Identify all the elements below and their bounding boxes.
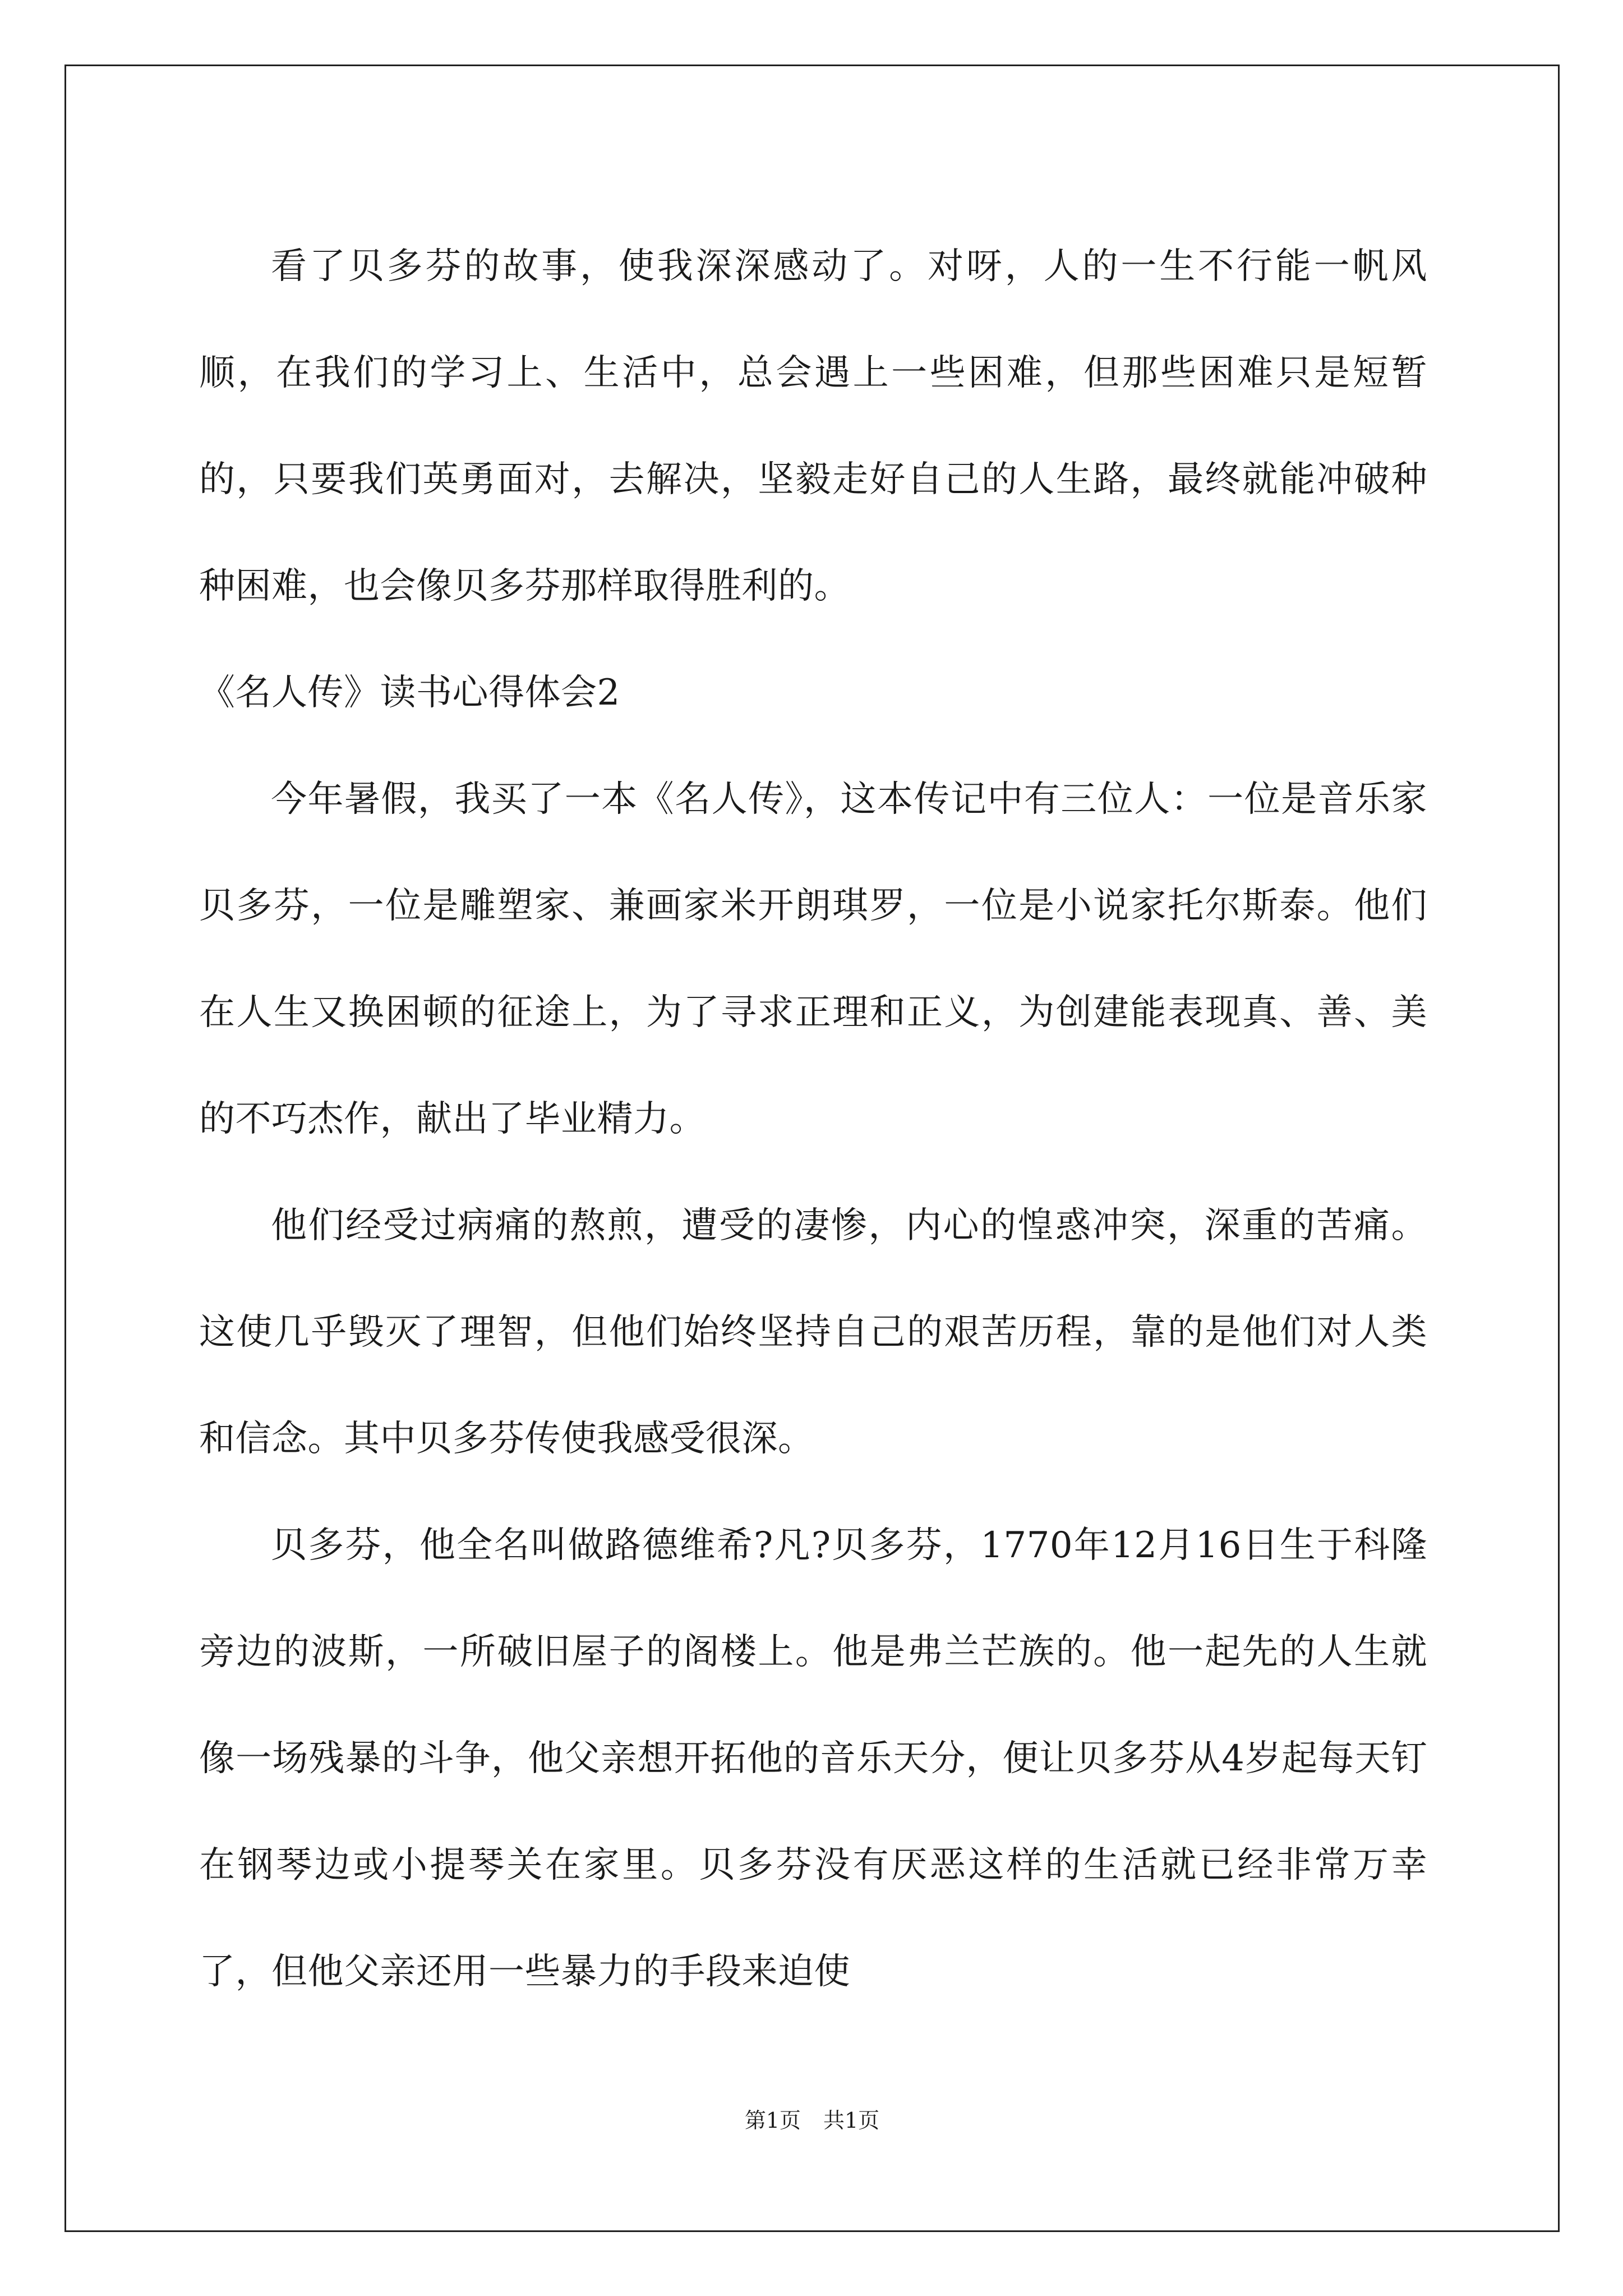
paragraph: 贝多芬，他全名叫做路德维希?凡?贝多芬，1770年12月16日生于科隆旁边的波斯，一所破旧屋子的阁楼上。他是弗兰芒族的。他一起先的人生就像一场残暴的斗争，他父亲想开拓他的音乐天分，便让贝多芬从4岁起每天钉在钢琴边或小提琴关在家里。贝多芬没有厌恶这样的生活就已经非常万幸了，但他父亲还用一些暴力的手段来迫使 <box>199 1525 1427 1993</box>
page-footer <box>64 2106 1560 2134</box>
document-body <box>199 213 1427 2025</box>
paragraph: 看了贝多芬的故事，使我深深感动了。对呀，人的一生不行能一帆风顺，在我们的学习上、生活中，总会遇上一些困难，但那些困难只是短暂的，只要我们英勇面对，去解决，坚毅走好自己的人生路，最终就能冲破种种困难，也会像贝多芬那样取得胜利的。 <box>199 246 1427 607</box>
page-total: 共1页 <box>823 2108 880 2133</box>
paragraph: 他们经受过病痛的熬煎，遭受的凄惨，内心的惶惑冲突，深重的苦痛。这使几乎毁灭了理智，但他们始终坚持自己的艰苦历程，靠的是他们对人类和信念。其中贝多芬传使我感受很深。 <box>199 1205 1427 1460</box>
page-number: 第1页 <box>744 2108 801 2133</box>
section-heading: 《名人传》读书心得体会2 <box>199 672 620 714</box>
paragraph: 今年暑假，我买了一本《名人传》，这本传记中有三位人：一位是音乐家贝多芬，一位是雕塑家、兼画家米开朗琪罗，一位是小说家托尔斯泰。他们在人生又换困顿的征途上，为了寻求正理和正义，为创建能表现真、善、美的不巧杰作，献出了毕业精力。 <box>199 779 1427 1140</box>
